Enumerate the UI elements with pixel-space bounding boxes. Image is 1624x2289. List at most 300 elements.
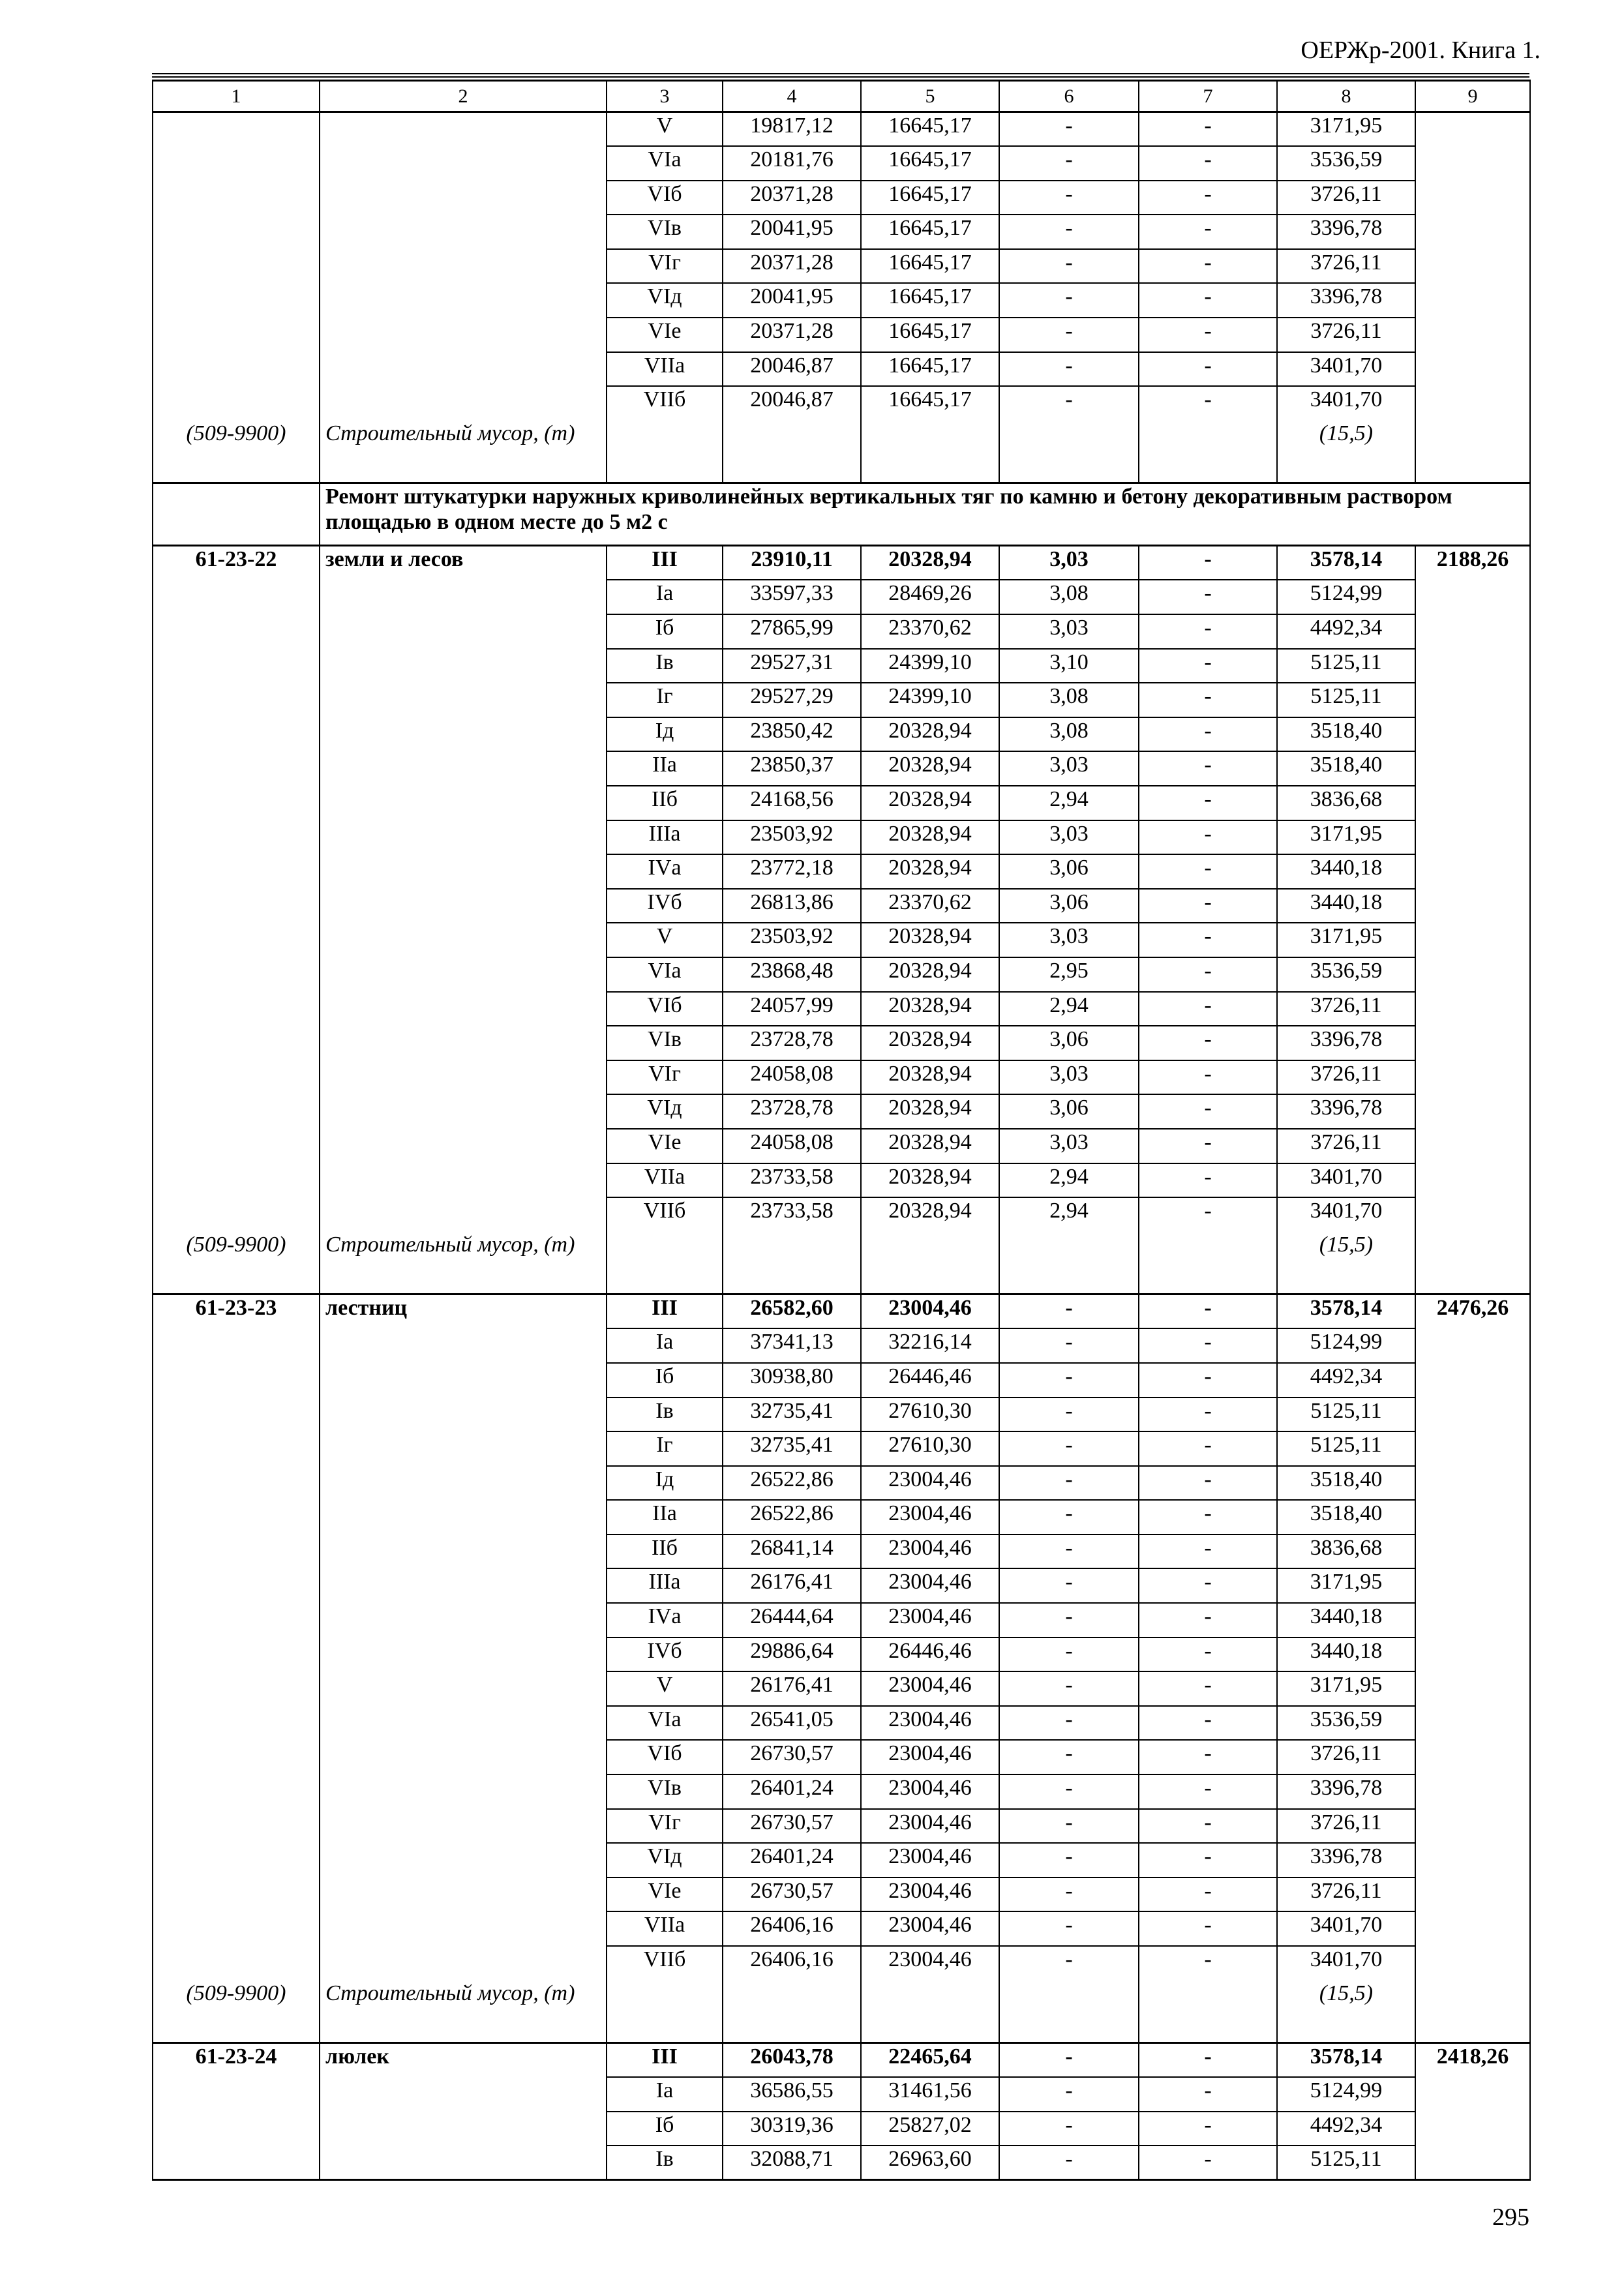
value-cell: - bbox=[1139, 1603, 1277, 1638]
value-cell: - bbox=[999, 1500, 1139, 1534]
table-cell bbox=[1415, 1843, 1530, 1878]
waste-value: (15,5) bbox=[1277, 421, 1415, 483]
value-cell: 20328,94 bbox=[861, 751, 999, 786]
value-cell: 3,03 bbox=[999, 546, 1139, 580]
value-cell: 3726,11 bbox=[1277, 1740, 1415, 1774]
region-code: VIг bbox=[607, 1060, 723, 1095]
value-cell: - bbox=[999, 1946, 1139, 1981]
value-cell: - bbox=[1139, 546, 1277, 580]
table-cell bbox=[320, 580, 607, 614]
value-cell: - bbox=[1139, 751, 1277, 786]
table-cell bbox=[1415, 992, 1530, 1026]
region-code: III bbox=[607, 546, 723, 580]
value-cell: 26522,86 bbox=[723, 1466, 861, 1501]
value-cell: - bbox=[999, 1809, 1139, 1844]
table-row bbox=[153, 1466, 1530, 1501]
value-cell: 16645,17 bbox=[861, 352, 999, 387]
table-row bbox=[153, 1197, 1530, 1232]
value-cell: 20328,94 bbox=[861, 854, 999, 889]
waste-row bbox=[153, 1232, 1530, 1294]
value-cell: 3,06 bbox=[999, 1094, 1139, 1129]
table-row bbox=[153, 614, 1530, 649]
value-cell: 33597,33 bbox=[723, 580, 861, 614]
value-cell: 5124,99 bbox=[1277, 580, 1415, 614]
table-cell bbox=[320, 283, 607, 318]
value-cell: - bbox=[1139, 786, 1277, 820]
value-cell: - bbox=[1139, 1294, 1277, 1329]
table-cell bbox=[1415, 1398, 1530, 1432]
table-row bbox=[153, 1328, 1530, 1363]
region-code: IIIа bbox=[607, 820, 723, 855]
table-row bbox=[153, 923, 1530, 957]
table-cell bbox=[1139, 1981, 1277, 2043]
value-cell: 3,08 bbox=[999, 580, 1139, 614]
region-code: VIв bbox=[607, 1774, 723, 1809]
value-cell: 20371,28 bbox=[723, 249, 861, 284]
value-cell: - bbox=[999, 1911, 1139, 1946]
table-cell bbox=[1415, 889, 1530, 923]
document-header-title: ОЕРЖр-2001. Книга 1. bbox=[1301, 37, 1541, 64]
value-cell: - bbox=[1139, 1878, 1277, 1912]
table-cell bbox=[153, 2112, 320, 2146]
table-cell bbox=[1415, 1603, 1530, 1638]
value-cell: 20371,28 bbox=[723, 181, 861, 215]
table-cell bbox=[320, 683, 607, 717]
table-cell bbox=[1415, 1500, 1530, 1534]
value-cell: - bbox=[1139, 1500, 1277, 1534]
value-cell: 3,06 bbox=[999, 1026, 1139, 1060]
value-cell: - bbox=[999, 352, 1139, 387]
column-number: 7 bbox=[1139, 81, 1277, 112]
value-cell: 23004,46 bbox=[861, 1603, 999, 1638]
value-cell: 20328,94 bbox=[861, 717, 999, 752]
value-cell: 3171,95 bbox=[1277, 112, 1415, 147]
value-cell: - bbox=[1139, 889, 1277, 923]
region-code: VIа bbox=[607, 146, 723, 181]
region-code: IIIа bbox=[607, 1568, 723, 1603]
value-cell: 23004,46 bbox=[861, 1878, 999, 1912]
table-cell bbox=[153, 215, 320, 249]
region-code: Iг bbox=[607, 1431, 723, 1466]
table-cell bbox=[153, 352, 320, 387]
region-code: VIIб bbox=[607, 1946, 723, 1981]
value-cell: - bbox=[1139, 614, 1277, 649]
column-number-row bbox=[153, 81, 1530, 112]
table-cell bbox=[861, 1981, 999, 2043]
table-row bbox=[153, 2077, 1530, 2112]
table-cell bbox=[320, 1398, 607, 1432]
value-cell: 16645,17 bbox=[861, 249, 999, 284]
value-cell: 3726,11 bbox=[1277, 1878, 1415, 1912]
table-cell bbox=[153, 1363, 320, 1398]
section-header-row bbox=[153, 483, 1530, 546]
column-number: 5 bbox=[861, 81, 999, 112]
value-cell: 26176,41 bbox=[723, 1568, 861, 1603]
value-cell: 20328,94 bbox=[861, 1129, 999, 1163]
value-cell: - bbox=[999, 1568, 1139, 1603]
value-cell: - bbox=[1139, 1363, 1277, 1398]
table-row bbox=[153, 1911, 1530, 1946]
column-number: 4 bbox=[723, 81, 861, 112]
region-code: Iд bbox=[607, 1466, 723, 1501]
table-cell bbox=[320, 820, 607, 855]
waste-value: (15,5) bbox=[1277, 1981, 1415, 2043]
value-cell: 23503,92 bbox=[723, 820, 861, 855]
region-code: IIб bbox=[607, 1534, 723, 1569]
value-cell: 3518,40 bbox=[1277, 1500, 1415, 1534]
value-cell: 20328,94 bbox=[861, 992, 999, 1026]
value-cell: - bbox=[1139, 1026, 1277, 1060]
value-cell: 24058,08 bbox=[723, 1060, 861, 1095]
table-row bbox=[153, 751, 1530, 786]
table-cell bbox=[320, 215, 607, 249]
value-cell: 26541,05 bbox=[723, 1706, 861, 1741]
value-cell: - bbox=[1139, 1431, 1277, 1466]
table-cell bbox=[1415, 1946, 1530, 1981]
table-cell bbox=[320, 1809, 607, 1844]
table-cell bbox=[1415, 1060, 1530, 1095]
value-cell: 20328,94 bbox=[861, 1026, 999, 1060]
value-cell: - bbox=[1139, 1843, 1277, 1878]
table-row bbox=[153, 1568, 1530, 1603]
table-row bbox=[153, 1843, 1530, 1878]
region-code: VIIа bbox=[607, 352, 723, 387]
table-row bbox=[153, 1163, 1530, 1198]
value-cell: - bbox=[999, 1843, 1139, 1878]
table-cell bbox=[153, 717, 320, 752]
value-cell: 26444,64 bbox=[723, 1603, 861, 1638]
value-cell: 3440,18 bbox=[1277, 1603, 1415, 1638]
table-cell bbox=[1415, 1129, 1530, 1163]
table-row bbox=[153, 1060, 1530, 1095]
value-cell: - bbox=[1139, 1638, 1277, 1672]
value-cell: 23733,58 bbox=[723, 1163, 861, 1198]
value-cell: - bbox=[999, 1671, 1139, 1706]
value-cell: - bbox=[1139, 580, 1277, 614]
table-cell bbox=[153, 1809, 320, 1844]
value-cell: 5124,99 bbox=[1277, 2077, 1415, 2112]
table-cell bbox=[1415, 2146, 1530, 2180]
table-cell bbox=[607, 1232, 723, 1294]
table-row bbox=[153, 1534, 1530, 1569]
table-cell bbox=[1415, 1328, 1530, 1363]
value-cell: - bbox=[999, 1363, 1139, 1398]
header-rule-secondary bbox=[152, 76, 1529, 78]
value-cell: 23004,46 bbox=[861, 1500, 999, 1534]
value-cell: - bbox=[1139, 854, 1277, 889]
value-cell: 3396,78 bbox=[1277, 283, 1415, 318]
table-cell bbox=[153, 854, 320, 889]
value-cell: - bbox=[999, 1534, 1139, 1569]
table-cell bbox=[1415, 1431, 1530, 1466]
value-cell: 24399,10 bbox=[861, 649, 999, 683]
table-cell bbox=[320, 146, 607, 181]
value-cell: 23728,78 bbox=[723, 1094, 861, 1129]
value-cell: 16645,17 bbox=[861, 112, 999, 147]
table-row bbox=[153, 1294, 1530, 1329]
table-cell bbox=[1415, 649, 1530, 683]
value-cell: 3726,11 bbox=[1277, 992, 1415, 1026]
table-cell bbox=[320, 249, 607, 284]
region-code: III bbox=[607, 2043, 723, 2078]
value-cell: 19817,12 bbox=[723, 112, 861, 147]
value-cell: 31461,56 bbox=[861, 2077, 999, 2112]
table-cell bbox=[320, 1603, 607, 1638]
table-cell bbox=[999, 421, 1139, 483]
value-cell: - bbox=[999, 112, 1139, 147]
table-row bbox=[153, 889, 1530, 923]
value-cell: 29527,29 bbox=[723, 683, 861, 717]
value-cell: 5125,11 bbox=[1277, 649, 1415, 683]
table-cell bbox=[153, 1774, 320, 1809]
value-cell: 22465,64 bbox=[861, 2043, 999, 2078]
table-cell bbox=[320, 1911, 607, 1946]
region-code: Iв bbox=[607, 2146, 723, 2180]
table-cell bbox=[153, 1163, 320, 1198]
value-cell: - bbox=[999, 386, 1139, 421]
value-cell: 3171,95 bbox=[1277, 820, 1415, 855]
table-cell bbox=[861, 1232, 999, 1294]
region-code: VIд bbox=[607, 1094, 723, 1129]
table-cell bbox=[1415, 318, 1530, 352]
value-cell: 20328,94 bbox=[861, 1163, 999, 1198]
table-cell bbox=[1415, 1911, 1530, 1946]
value-cell: 29886,64 bbox=[723, 1638, 861, 1672]
value-cell: 26406,16 bbox=[723, 1911, 861, 1946]
value-cell: 26176,41 bbox=[723, 1671, 861, 1706]
value-cell: - bbox=[999, 1740, 1139, 1774]
table-cell bbox=[153, 112, 320, 147]
table-cell bbox=[1415, 1878, 1530, 1912]
table-cell bbox=[153, 1671, 320, 1706]
table-cell bbox=[153, 1843, 320, 1878]
region-code: VIIа bbox=[607, 1911, 723, 1946]
value-cell: 3440,18 bbox=[1277, 889, 1415, 923]
table-cell bbox=[320, 1568, 607, 1603]
value-cell: - bbox=[999, 2146, 1139, 2180]
value-cell: - bbox=[999, 1328, 1139, 1363]
table-row bbox=[153, 717, 1530, 752]
section-title: Ремонт штукатурки наружных криволинейных вертикальных тяг по камню и бетону декоративным раствором площадью в одном месте до 5 м2 с bbox=[320, 483, 1530, 546]
table-cell bbox=[1415, 352, 1530, 387]
table-cell bbox=[153, 751, 320, 786]
table-cell bbox=[1415, 1638, 1530, 1672]
value-cell: 23004,46 bbox=[861, 1911, 999, 1946]
table-row bbox=[153, 1094, 1530, 1129]
table-row bbox=[153, 146, 1530, 181]
region-code: III bbox=[607, 1294, 723, 1329]
table-cell bbox=[723, 1232, 861, 1294]
value-cell: - bbox=[1139, 1946, 1277, 1981]
region-code: Iб bbox=[607, 614, 723, 649]
table-row bbox=[153, 786, 1530, 820]
waste-name: Строительный мусор, (т) bbox=[320, 1232, 607, 1294]
table-row bbox=[153, 249, 1530, 284]
table-cell bbox=[999, 1981, 1139, 2043]
region-code: V bbox=[607, 1671, 723, 1706]
value-cell: - bbox=[1139, 1671, 1277, 1706]
table-row bbox=[153, 1706, 1530, 1741]
region-code: Iв bbox=[607, 1398, 723, 1432]
table-cell bbox=[320, 1706, 607, 1741]
region-code: IIа bbox=[607, 751, 723, 786]
value-cell: 16645,17 bbox=[861, 146, 999, 181]
region-code: VIб bbox=[607, 181, 723, 215]
value-cell: 3836,68 bbox=[1277, 786, 1415, 820]
value-cell: 23503,92 bbox=[723, 923, 861, 957]
value-cell: 20328,94 bbox=[861, 1094, 999, 1129]
work-name: земли и лесов bbox=[320, 546, 607, 580]
table-cell bbox=[1415, 215, 1530, 249]
value-cell: - bbox=[1139, 2043, 1277, 2078]
table-cell bbox=[320, 1638, 607, 1672]
value-cell: - bbox=[1139, 1398, 1277, 1432]
value-cell: - bbox=[1139, 112, 1277, 147]
value-cell: - bbox=[1139, 249, 1277, 284]
table-cell bbox=[320, 1094, 607, 1129]
work-code: 61-23-23 bbox=[153, 1294, 320, 1329]
value-cell: 26582,60 bbox=[723, 1294, 861, 1329]
table-cell bbox=[861, 421, 999, 483]
table-row bbox=[153, 1431, 1530, 1466]
work-code: 61-23-24 bbox=[153, 2043, 320, 2078]
value-cell: 3,03 bbox=[999, 614, 1139, 649]
value-cell: 3518,40 bbox=[1277, 751, 1415, 786]
value-cell: 32735,41 bbox=[723, 1431, 861, 1466]
region-code: VIа bbox=[607, 957, 723, 992]
value-cell: - bbox=[999, 1638, 1139, 1672]
value-cell: 20041,95 bbox=[723, 215, 861, 249]
value-cell: 24058,08 bbox=[723, 1129, 861, 1163]
table-row bbox=[153, 957, 1530, 992]
value-cell: 3401,70 bbox=[1277, 352, 1415, 387]
table-cell bbox=[1415, 2077, 1530, 2112]
value-cell: 23004,46 bbox=[861, 1568, 999, 1603]
value-cell: 4492,34 bbox=[1277, 1363, 1415, 1398]
value-cell: 3401,70 bbox=[1277, 1197, 1415, 1232]
table-cell bbox=[153, 1603, 320, 1638]
value-cell: 24057,99 bbox=[723, 992, 861, 1026]
value-cell: - bbox=[1139, 1911, 1277, 1946]
table-cell bbox=[320, 1363, 607, 1398]
value-cell: 27865,99 bbox=[723, 614, 861, 649]
table-row bbox=[153, 820, 1530, 855]
value-cell: - bbox=[1139, 1568, 1277, 1603]
table-row bbox=[153, 580, 1530, 614]
value-cell: 5125,11 bbox=[1277, 683, 1415, 717]
value-cell: 23910,11 bbox=[723, 546, 861, 580]
table-cell bbox=[320, 386, 607, 421]
value-cell: - bbox=[1139, 1809, 1277, 1844]
value-cell: - bbox=[999, 2077, 1139, 2112]
table-cell bbox=[1415, 820, 1530, 855]
value-cell: 26963,60 bbox=[861, 2146, 999, 2180]
value-cell: 3,08 bbox=[999, 717, 1139, 752]
waste-code: (509-9900) bbox=[153, 421, 320, 483]
table-cell bbox=[1415, 421, 1530, 483]
value-cell: 3171,95 bbox=[1277, 923, 1415, 957]
table-cell bbox=[1415, 1163, 1530, 1198]
table-row bbox=[153, 1129, 1530, 1163]
value-cell: 26446,46 bbox=[861, 1638, 999, 1672]
table-row bbox=[153, 1603, 1530, 1638]
region-code: VIд bbox=[607, 283, 723, 318]
value-cell: - bbox=[1139, 386, 1277, 421]
value-cell: 2,94 bbox=[999, 1197, 1139, 1232]
value-cell: 2,94 bbox=[999, 786, 1139, 820]
table-cell bbox=[1415, 854, 1530, 889]
region-code: VIв bbox=[607, 215, 723, 249]
value-cell: 2476,26 bbox=[1415, 1294, 1530, 1329]
table-cell bbox=[1415, 1026, 1530, 1060]
value-cell: 3,10 bbox=[999, 649, 1139, 683]
table-cell bbox=[153, 1740, 320, 1774]
region-code: IIа bbox=[607, 1500, 723, 1534]
value-cell: 3396,78 bbox=[1277, 1843, 1415, 1878]
value-cell: - bbox=[999, 318, 1139, 352]
value-cell: 3,03 bbox=[999, 1129, 1139, 1163]
value-cell: 23868,48 bbox=[723, 957, 861, 992]
value-cell: 3,03 bbox=[999, 820, 1139, 855]
value-cell: 2,94 bbox=[999, 1163, 1139, 1198]
waste-row bbox=[153, 421, 1530, 483]
value-cell: 23004,46 bbox=[861, 1774, 999, 1809]
value-cell: - bbox=[1139, 923, 1277, 957]
value-cell: 26730,57 bbox=[723, 1878, 861, 1912]
table-cell bbox=[1415, 957, 1530, 992]
value-cell: - bbox=[999, 1294, 1139, 1329]
value-cell: - bbox=[999, 2112, 1139, 2146]
table-cell bbox=[320, 1026, 607, 1060]
value-cell: - bbox=[1139, 649, 1277, 683]
table-cell bbox=[320, 1878, 607, 1912]
value-cell: 2,95 bbox=[999, 957, 1139, 992]
value-cell: 20328,94 bbox=[861, 1060, 999, 1095]
table-cell bbox=[153, 957, 320, 992]
value-cell: 20328,94 bbox=[861, 786, 999, 820]
region-code: VIе bbox=[607, 318, 723, 352]
value-cell: 20371,28 bbox=[723, 318, 861, 352]
value-cell: 3440,18 bbox=[1277, 854, 1415, 889]
work-code: 61-23-22 bbox=[153, 546, 320, 580]
value-cell: 3,08 bbox=[999, 683, 1139, 717]
table-row bbox=[153, 1398, 1530, 1432]
table-cell bbox=[320, 1843, 607, 1878]
value-cell: 24399,10 bbox=[861, 683, 999, 717]
table-row bbox=[153, 546, 1530, 580]
value-cell: 23004,46 bbox=[861, 1534, 999, 1569]
region-code: VIд bbox=[607, 1843, 723, 1878]
table-cell bbox=[723, 1981, 861, 2043]
page-number: 295 bbox=[1492, 2204, 1529, 2231]
value-cell: - bbox=[1139, 957, 1277, 992]
value-cell: 2188,26 bbox=[1415, 546, 1530, 580]
table-cell bbox=[153, 386, 320, 421]
work-name: люлек bbox=[320, 2043, 607, 2078]
value-cell: 3,06 bbox=[999, 889, 1139, 923]
table-cell bbox=[320, 352, 607, 387]
value-cell: - bbox=[999, 1431, 1139, 1466]
region-code: VIе bbox=[607, 1878, 723, 1912]
table-cell bbox=[153, 889, 320, 923]
value-cell: - bbox=[1139, 1774, 1277, 1809]
table-cell bbox=[320, 992, 607, 1026]
value-cell: - bbox=[1139, 1466, 1277, 1501]
value-cell: 3,03 bbox=[999, 751, 1139, 786]
table-row bbox=[153, 1946, 1530, 1981]
value-cell: 27610,30 bbox=[861, 1431, 999, 1466]
table-row bbox=[153, 283, 1530, 318]
